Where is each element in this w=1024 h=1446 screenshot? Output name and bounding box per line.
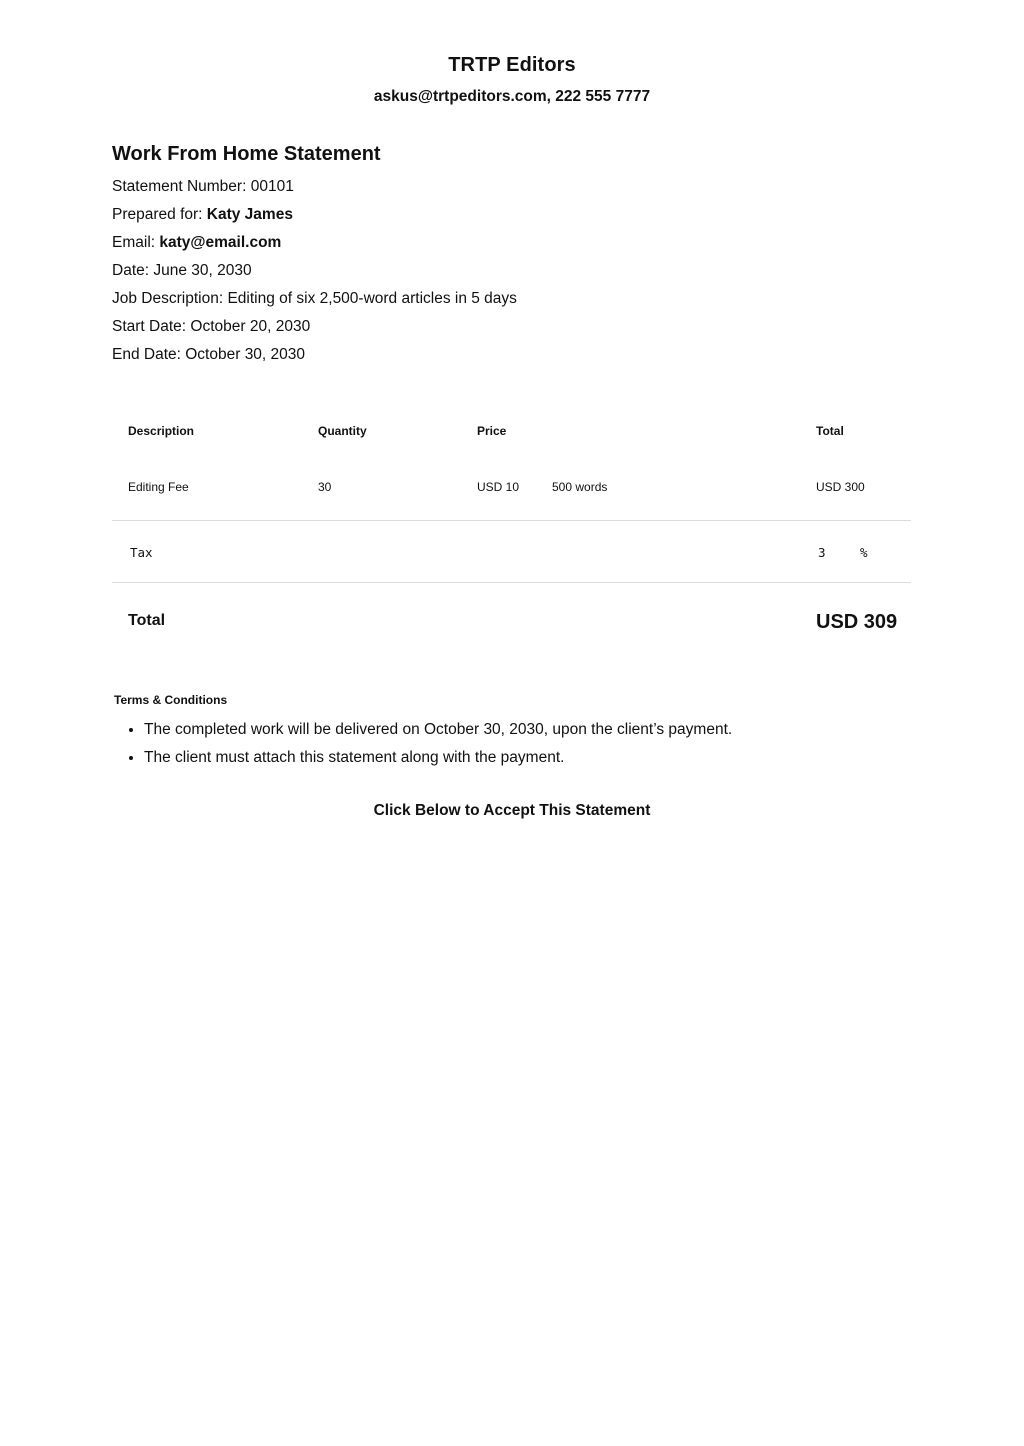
job-description-line [112,289,517,309]
company-name: TRTP Editors [448,54,576,76]
date-line [112,261,252,281]
column-header-total: Total [816,424,844,438]
start-date-label: Start Date: [112,318,187,335]
end-date-value: October 30, 2030 [185,346,306,363]
email-line [112,233,281,253]
prepared-for-value: Katy James [206,206,293,223]
date-value: June 30, 2030 [153,262,252,279]
tax-unit: % [860,545,868,560]
terms-item: • The completed work will be delivered on October 30, 2030, upon the client’s payment. [144,716,732,744]
table-divider [112,582,911,583]
tax-label: Tax [130,545,153,560]
start-date-line [112,317,310,337]
start-date-value: October 20, 2030 [190,318,311,335]
statement-number-line [112,177,294,197]
column-header-price: Price [477,424,507,438]
prepared-for-label: Prepared for: [112,206,203,223]
column-header-description: Description [128,424,195,438]
row-total: USD 300 [816,480,865,494]
grand-total-label: Total [128,612,166,629]
end-date-line [112,345,305,365]
terms-item: • The client must attach this statement along with the payment. [144,744,732,772]
job-description-label: Job Description: [112,290,224,307]
table-divider [112,520,911,521]
row-unit: 500 words [552,480,608,494]
document-title: Work From Home Statement [112,143,381,165]
email-label: Email: [112,234,156,251]
prepared-for-line [112,205,293,225]
terms-heading: Terms & Conditions [114,693,228,707]
date-label: Date: [112,262,150,279]
grand-total-value: USD 309 [816,611,898,633]
row-description: Editing Fee [128,480,189,494]
job-description-value: Editing of six 2,500-word articles in 5 days [227,290,517,307]
accept-statement-prompt: Click Below to Accept This Statement [373,802,651,819]
end-date-label: End Date: [112,346,181,363]
row-price: USD 10 [477,480,520,494]
statement-number-label: Statement Number: [112,178,247,195]
terms-list [112,716,732,772]
column-header-quantity: Quantity [318,424,367,438]
company-contact: askus@trtpeditors.com, 222 555 7777 [373,88,651,105]
email-value: katy@email.com [159,234,282,251]
statement-number-value: 00101 [250,178,294,195]
row-quantity: 30 [318,480,332,494]
tax-value: 3 [818,545,826,560]
